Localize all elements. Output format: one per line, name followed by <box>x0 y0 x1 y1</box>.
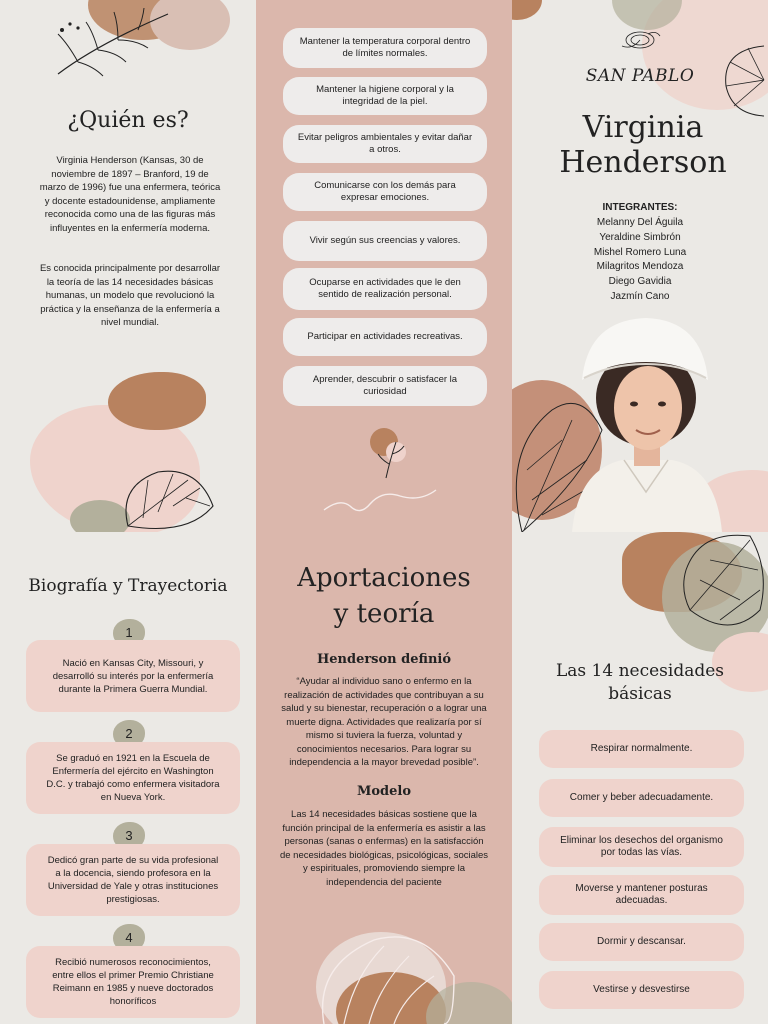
definition-quote: “Ayudar al individuo sano o enfermo en la realización de actividades que contribuyan a su salud y su bienestar, recuperación o a lograr una muerte digna. Actividades que realizaría por sí mismo si tuviera la fuerza, voluntad y conocimientos necesarios. Para lograr su independencia a la mayor brevedad posible”. <box>281 676 487 768</box>
basic-need-pill: Vestirse y desvestirse <box>539 971 744 1009</box>
basic-need-pill: Moverse y mantener posturas adecuadas. <box>539 875 744 915</box>
step-number: 1 <box>113 619 145 647</box>
basic-need-pill: Eliminar los desechos del organismo por todas las vías. <box>539 827 744 867</box>
swirl-line-icon <box>320 478 440 518</box>
members-list <box>512 216 768 305</box>
monstera-leaf-icon <box>314 926 464 1024</box>
member-name: Jazmín Cano <box>610 290 670 302</box>
monstera-leaf-icon <box>680 530 768 640</box>
step-number: 3 <box>113 822 145 850</box>
need-pill: Mantener la higiene corporal y la integridad de la piel. <box>283 77 487 115</box>
biography-title: Biografía y Trayectoria <box>28 576 228 596</box>
basic-needs-title-line1: Las 14 necesidades <box>555 661 725 681</box>
need-pill: Aprender, descubrir o satisfacer la curiosidad <box>283 366 487 406</box>
step-number: 4 <box>113 924 145 952</box>
need-pill: Evitar peligros ambientales y evitar dañar a otros. <box>283 125 487 163</box>
step-box: Nació en Kansas City, Missouri, y desarrolló su interés por la enfermería durante la Primera Guerra Mundial. <box>26 640 240 712</box>
members-heading: INTEGRANTES: <box>602 202 678 213</box>
basic-needs-title <box>512 660 768 706</box>
member-name: Milagritos Mendoza <box>596 261 684 273</box>
member-name: Mishel Romero Luna <box>593 246 687 258</box>
contributions-title <box>256 560 512 632</box>
member-name: Yeraldine Simbrón <box>599 231 681 243</box>
scribble-icon <box>618 26 662 54</box>
member-name: Melanny Del Águila <box>596 217 684 228</box>
sprig-icon <box>356 424 416 484</box>
need-pill: Ocuparse en actividades que le den sentido de realización personal. <box>283 268 487 310</box>
leaf-branch-icon <box>48 4 178 84</box>
need-pill: Vivir según sus creencias y valores. <box>283 221 487 261</box>
definition-heading: Henderson definió <box>316 652 452 667</box>
cover-title-line1: Virginia <box>582 110 704 145</box>
model-heading: Modelo <box>356 784 412 799</box>
need-pill: Mantener la temperatura corporal dentro de límites normales. <box>283 28 487 68</box>
contributions-title-line2: y teoría <box>333 599 435 629</box>
decor-blob <box>108 372 206 430</box>
step-box: Se graduó en 1921 en la Escuela de Enfermería del ejército en Washington D.C. y trabajó como enfermera visitadora en Nueva York. <box>26 742 240 814</box>
who-title: ¿Quién es? <box>67 108 189 133</box>
decor-blob <box>512 0 542 20</box>
school-name: SAN PABLO <box>585 66 695 86</box>
basic-need-pill: Comer y beber adecuadamente. <box>539 779 744 817</box>
basic-need-pill: Respirar normalmente. <box>539 730 744 768</box>
portrait-photo <box>512 310 768 532</box>
need-pill: Comunicarse con los demás para expresar emociones. <box>283 173 487 211</box>
monstera-leaf-icon <box>118 466 218 532</box>
member-name: Diego Gavidia <box>608 276 672 288</box>
basic-needs-title-line2: básicas <box>608 684 672 704</box>
who-paragraph-2: Es conocida principalmente por desarrollar la teoría de las 14 necesidades básicas humanas, un modelo que revolucionó la práctica y la enseñanza de la enfermería a nivel mundial. <box>39 263 221 328</box>
model-paragraph: Las 14 necesidades básicas sostiene que la función principal de la enfermería es asistir a las personas (sanas o enfermas) en la satisfacción de necesidades biológicas, psicológicas, sociales y espirituales, promoviendo siempre la independencia del paciente <box>279 809 489 888</box>
basic-need-pill: Dormir y descansar. <box>539 923 744 961</box>
contributions-title-line1: Aportaciones <box>297 563 471 593</box>
cover-title <box>530 110 756 180</box>
step-number: 2 <box>113 720 145 748</box>
need-pill: Participar en actividades recreativas. <box>283 318 487 356</box>
who-paragraph-1: Virginia Henderson (Kansas, 30 de noviembre de 1897 – Branford, 19 de marzo de 1996) fue una enfermera, teórica y docente estadounidense, ampliamente reconocida como una de las figuras más influyentes en la enfermería moderna. <box>39 155 221 234</box>
step-box: Recibió numerosos reconocimientos, entre ellos el primer Premio Christiane Reimann en 1985 y nueve doctorados honoríficos <box>26 946 240 1018</box>
cover-title-line2: Henderson <box>559 145 727 180</box>
step-box: Dedicó gran parte de su vida profesional a la docencia, siendo profesora en la Universidad de Yale y otras instituciones prestigiosas. <box>26 844 240 916</box>
